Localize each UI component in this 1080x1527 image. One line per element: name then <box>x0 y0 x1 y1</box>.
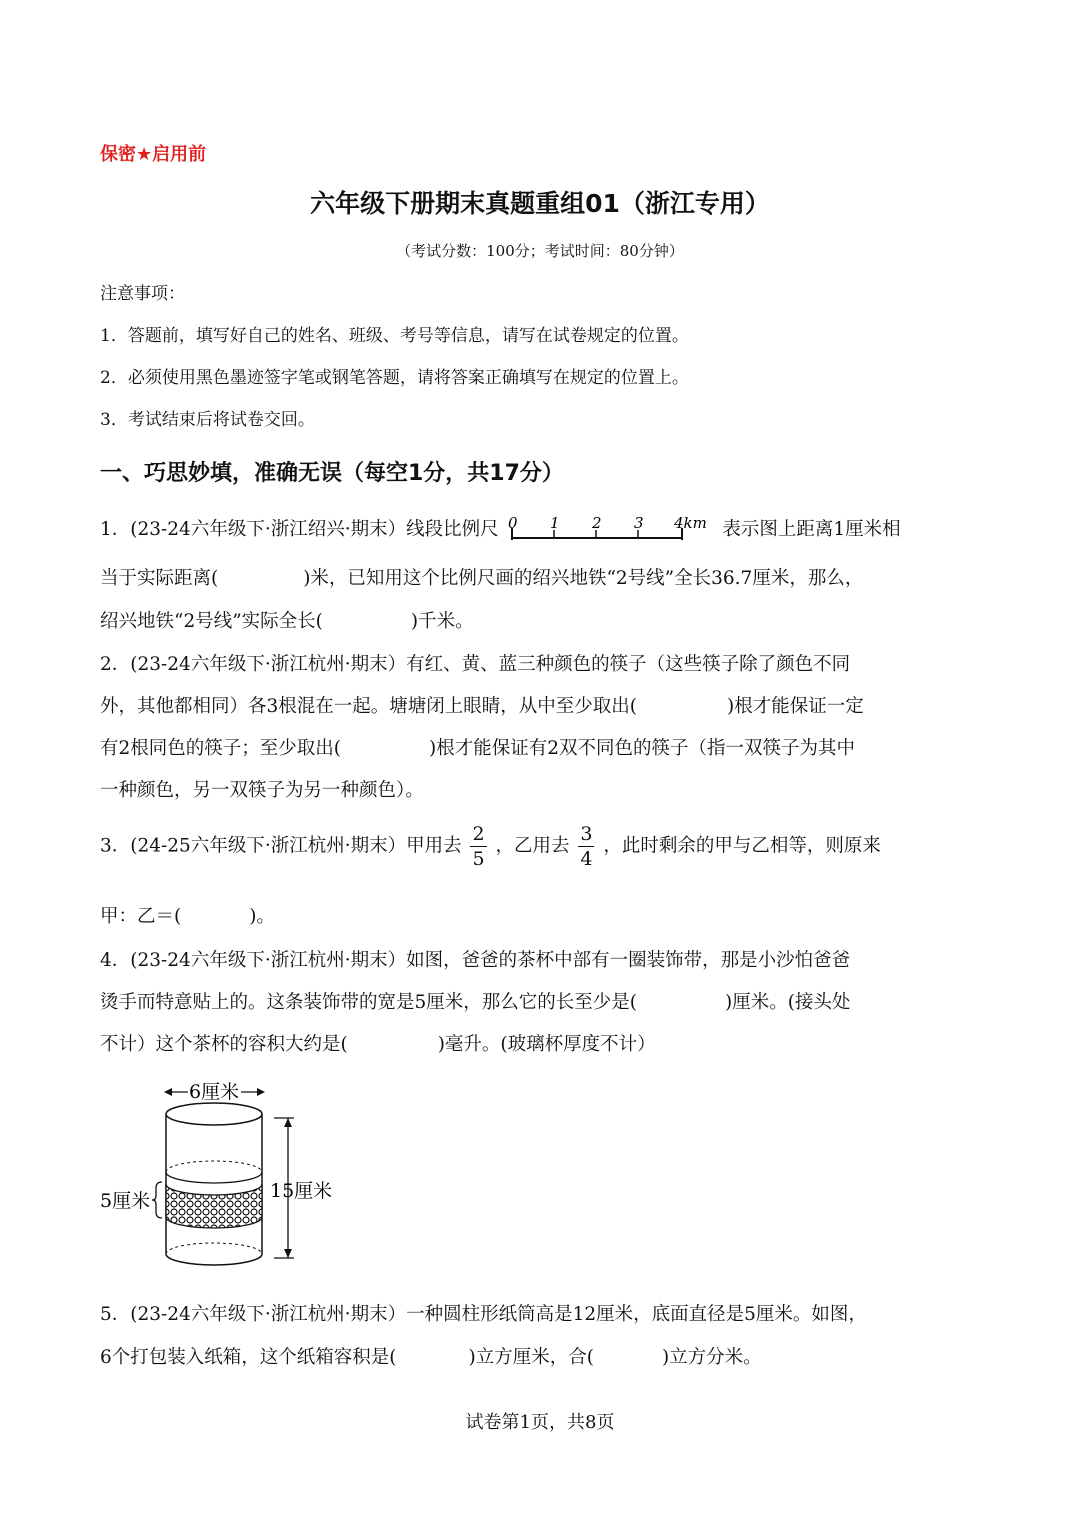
q5-text: 6个打包装入纸箱，这个纸箱容积是( <box>100 1347 397 1368</box>
q3-text: )。 <box>249 906 275 927</box>
q2-text: )根才能保证一定 <box>727 696 864 717</box>
notes-heading: 注意事项： <box>100 284 185 304</box>
q5-text: )立方厘米，合( <box>468 1347 594 1368</box>
q2-text: 2．(23-24六年级下·浙江杭州·期末）有红、黄、蓝三种颜色的筷子（这些筷子除了颜色不同 <box>100 654 851 675</box>
cup-figure <box>98 1072 358 1282</box>
scale-label: 4km <box>674 514 708 532</box>
fraction-numerator: 3 <box>580 823 593 845</box>
scale-label: 3 <box>634 514 645 532</box>
q1-text: 当于实际距离( <box>100 568 219 589</box>
page-title: 六年级下册期末真题重组01（浙江专用） <box>310 189 770 218</box>
band-width-label: 5厘米 <box>100 1190 151 1212</box>
q2-text: 外，其他都相同）各3根混在一起。塘塘闭上眼睛，从中至少取出( <box>100 696 637 717</box>
q1-text: 表示图上距离1厘米相 <box>722 519 901 540</box>
q1-text: 1．(23-24六年级下·浙江绍兴·期末）线段比例尺 <box>100 519 499 540</box>
q1-text: )米，已知用这个比例尺画的绍兴地铁“2号线”全长36.7厘米，那么， <box>303 568 864 589</box>
fraction-numerator: 2 <box>472 823 485 845</box>
scale-label: 2 <box>592 514 603 532</box>
scale-bar <box>506 514 714 546</box>
q3-text: ，此时剩余的甲与乙相等，则原来 <box>603 835 881 857</box>
q4-text: 烫手而特意贴上的。这条装饰带的宽是5厘米，那么它的长至少是( <box>100 992 637 1013</box>
q3-text: 3．(24-25六年级下·浙江杭州·期末）甲用去 <box>100 835 462 857</box>
q5-text: 5．(23-24六年级下·浙江杭州·期末）一种圆柱形纸筒高是12厘米，底面直径是5厘米。如图， <box>100 1304 867 1325</box>
fraction <box>578 822 594 871</box>
notes <box>100 282 689 450</box>
q3-text: 甲：乙＝( <box>100 906 182 927</box>
q2-text: )根才能保证有2双不同色的筷子（指一双筷子为其中 <box>429 738 855 759</box>
scale-label: 0 <box>508 514 519 532</box>
q5-text: )立方分米。 <box>661 1347 762 1368</box>
page-footer: 试卷第1页，共8页 <box>465 1412 615 1433</box>
q3-text: ，乙用去 <box>495 835 570 857</box>
note-item: 1．答题前，填写好自己的姓名、班级、考号等信息，请写在试卷规定的位置。 <box>100 326 689 346</box>
note-item: 3．考试结束后将试卷交回。 <box>100 410 315 430</box>
confidential-label: 保密★启用前 <box>100 144 207 165</box>
q1-text: 绍兴地铁“2号线”实际全长( <box>100 611 323 632</box>
fraction-denominator: 5 <box>472 848 485 870</box>
exam-info: （考试分数：100分；考试时间：80分钟） <box>396 242 684 260</box>
fraction <box>470 822 486 871</box>
q4-text: )毫升。(玻璃杯厚度不计） <box>437 1034 656 1055</box>
q1-text: )千米。 <box>410 611 474 632</box>
q4-text: 不计）这个茶杯的容积大约是( <box>100 1034 348 1055</box>
q2-text: 有2根同色的筷子；至少取出( <box>100 738 341 759</box>
q2-text: 一种颜色，另一双筷子为另一种颜色）。 <box>100 780 424 801</box>
diameter-label: 6厘米 <box>189 1081 240 1103</box>
note-item: 2．必须使用黑色墨迹签字笔或钢笔答题，请将答案正确填写在规定的位置上。 <box>100 368 689 388</box>
fraction-denominator: 4 <box>580 848 593 870</box>
q4-text: )厘米。(接头处 <box>725 992 851 1013</box>
q4-text: 4．(23-24六年级下·浙江杭州·期末）如图，爸爸的茶杯中部有一圈装饰带，那是小沙怕爸爸 <box>100 950 851 971</box>
scale-label: 1 <box>550 514 561 532</box>
height-label: 15厘米 <box>270 1180 333 1202</box>
section-title: 一、巧思妙填，准确无误（每空1分，共17分） <box>100 461 564 486</box>
